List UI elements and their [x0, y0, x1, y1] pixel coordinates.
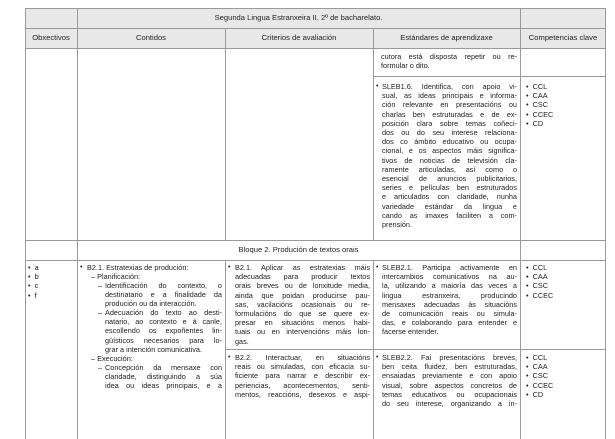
text-line: cutora está disposta repetir ou re- — [381, 52, 517, 61]
text-line: das, e colaborando para entender e — [382, 318, 517, 328]
content-b2-1-heading: B2.1. Estratexias de produción: — [87, 263, 189, 272]
bullet-icon: • — [376, 264, 379, 271]
text-line: prensión. — [382, 220, 413, 230]
text-line: SLEB1.6. Identifica, con apoio vi- — [382, 82, 517, 91]
col-divider — [77, 260, 78, 439]
text-line: intercambios comunicativos na au- — [382, 272, 517, 282]
text-line: CCEC — [532, 109, 554, 119]
text-line: tivos de noticias de televisión cla- — [382, 155, 517, 165]
col-divider — [225, 28, 226, 240]
text-line: f — [34, 290, 37, 300]
content-sub-planificacion — [91, 272, 222, 281]
text-line: lingua estranxeira, producindo — [382, 290, 517, 300]
text-line: – Planificación: — [91, 272, 141, 281]
col-header-competencias: Competencias clave — [528, 33, 598, 42]
text-line: – Execución: — [91, 354, 133, 363]
text-line: Execución: — [97, 354, 133, 363]
text-line: dos co ámbito educativo ou ocupa- — [382, 137, 517, 147]
text-line: CD — [532, 389, 544, 399]
text-line: posición clara sobre temas coñeci- — [382, 118, 517, 128]
content-sub-execucion — [91, 354, 222, 363]
standard-sleb1-6 — [382, 82, 517, 229]
text-line: güísticos necesarios para lo- — [105, 335, 222, 345]
competencia-item: • CSC — [526, 371, 549, 381]
table-title: Segunda Lingua Estranxeira II. 2º de bacharelato. — [214, 13, 383, 22]
col-divider — [77, 8, 78, 240]
text-line: sas, vacilacións ocasionais ou re- — [235, 299, 370, 309]
text-line: Adecuación do texto ao desti- — [105, 308, 222, 317]
text-line: formulacións do que se quere ex- — [235, 309, 370, 319]
text-line: destinatario e a finalidade da — [105, 290, 222, 300]
table-border-right — [605, 8, 606, 439]
col-header-contidos: Contidos — [136, 33, 166, 42]
text-line: produción ou da interacción. — [105, 299, 197, 309]
divider — [25, 48, 606, 49]
standard-sleb2-2 — [382, 353, 517, 408]
competencia-item: • CCL — [526, 263, 548, 272]
bullet-icon: • — [228, 264, 231, 271]
text-line: CSC — [532, 371, 549, 381]
text-line: SLEB2.2. Fai presentacións breves, — [382, 353, 517, 362]
bullet-icon: • — [228, 354, 231, 361]
text-line: temas educativos ou ocupacionais — [382, 389, 517, 399]
competencia-item: • CCEC — [526, 380, 554, 390]
competencia-item: • CSC — [526, 100, 549, 110]
col-divider — [520, 240, 521, 260]
text-line: Concepción da mensaxe con — [105, 363, 222, 372]
text-line: CCL — [532, 353, 548, 362]
bullet-icon: • — [80, 264, 83, 271]
text-line: natario, ao contexto e á canle, — [105, 317, 222, 327]
text-line: tuais ou en intervencións máis lon- — [235, 327, 370, 337]
text-line: CCEC — [532, 380, 554, 390]
obxectivo-item: • c — [28, 281, 39, 291]
text-line: cando as imaxes faciliten a com- — [382, 210, 517, 220]
text-line: presar en situacións menos habi- — [235, 318, 370, 328]
text-line: CCEC — [532, 290, 554, 300]
content-item-adecuacion — [105, 308, 222, 354]
text-line: sual, as ideas principais e informa- — [382, 91, 517, 101]
competencia-item: • CD — [526, 118, 544, 128]
text-line: CCL — [532, 82, 548, 91]
text-line: c — [34, 281, 39, 291]
competencia-item: • CAA — [526, 91, 548, 101]
obxectivo-item: • f — [28, 290, 37, 300]
obxectivo-item: • a — [28, 263, 39, 272]
competencia-item: • CCL — [526, 82, 548, 91]
competencia-item: • CCEC — [526, 109, 554, 119]
content-item-concepcion — [105, 363, 222, 391]
col-header-estandares: Estándares de aprendizaxe — [400, 33, 493, 42]
text-line: ainda que poidan producirse pau- — [235, 290, 370, 300]
text-line: claridade, distinguindo a súa — [105, 372, 222, 382]
text-line: ben ceita fluidez, ben estruturadas, — [382, 362, 517, 372]
text-line: ficiente para narrar e describir ex- — [235, 371, 370, 381]
dash-icon: – — [98, 308, 103, 317]
text-line: ción relevante en presentacións ou — [382, 100, 517, 110]
competencia-item: • CAA — [526, 272, 548, 282]
text-line: la, utilizando a maioría das veces a — [382, 281, 517, 291]
text-line: CAA — [532, 272, 548, 282]
text-line: de comunicación reais ou simula- — [382, 309, 517, 319]
competencias-list-b1 — [526, 82, 604, 128]
divider — [225, 349, 373, 350]
text-line: mensaxes adecuadas ás situacións — [382, 299, 517, 309]
text-line: CCL — [532, 263, 548, 272]
text-line: gas. — [235, 336, 249, 346]
standard-cont-text — [381, 52, 517, 70]
col-divider — [520, 8, 521, 240]
text-line: B2.1. Aplicar as estratexias máis — [235, 263, 370, 272]
text-line: CAA — [532, 91, 548, 101]
text-line: dos ou do seu interese relaciona- — [382, 128, 517, 138]
competencia-item: • CAA — [526, 362, 548, 372]
text-line: visual, sobre aspectos concretos de — [382, 380, 517, 390]
text-line: Identificación do contexto, o — [105, 281, 222, 290]
text-line: periencias, acontecementos, senti- — [235, 380, 370, 390]
text-line: do seu interese, organizando a in- — [382, 399, 517, 409]
obxectivos-list — [28, 263, 74, 300]
obxectivo-item: • b — [28, 272, 39, 282]
table-border-left — [25, 8, 26, 439]
criterio-b2-1 — [235, 263, 370, 346]
text-line: CAA — [532, 362, 548, 372]
criterio-b2-2 — [235, 353, 370, 399]
text-line: mentos, reaccións, desexos e aspi- — [235, 389, 370, 399]
competencias-list-b2-2 — [526, 353, 604, 399]
text-line: charlas ben estruturadas e de ex- — [382, 109, 517, 119]
text-line: b — [34, 272, 39, 282]
text-line: a — [34, 263, 39, 272]
competencias-list-b2-1 — [526, 263, 604, 300]
text-line: facerse entender. — [382, 327, 439, 337]
block2-title: Bloque 2. Produción de textos orais — [238, 245, 359, 254]
competencia-item: • CCEC — [526, 290, 554, 300]
text-line: variedade estándar da lingua e — [382, 201, 517, 211]
text-line: esencial de anuncios publicitarios, — [382, 174, 517, 184]
divider — [25, 240, 606, 241]
standard-sleb2-1 — [382, 263, 517, 337]
competencia-item: • CSC — [526, 281, 549, 291]
col-header-obxectivos: Obxectivos — [32, 33, 70, 42]
text-line: CSC — [532, 281, 549, 291]
text-line: reais ou simuladas, con eficacia su- — [235, 362, 370, 372]
text-line: B2.2. Interactuar, en situacións — [235, 353, 370, 362]
text-line: Planificación: — [97, 272, 141, 281]
text-line: SLEB2.1. Participa activamente en — [382, 263, 517, 272]
col-divider — [373, 28, 374, 240]
text-line: adecuadas para producir textos — [235, 272, 370, 282]
bullet-icon: • — [376, 83, 379, 90]
text-line: e articulados con claridade, nunha — [382, 192, 517, 202]
bullet-icon: • — [376, 354, 379, 361]
divider — [373, 76, 606, 77]
dash-icon: – — [98, 281, 103, 290]
text-line: series e películas ben estruturados — [382, 183, 517, 193]
text-line: CD — [532, 118, 544, 128]
text-line: cional, e os aspectos máis significa- — [382, 146, 517, 156]
text-line: formular o dito. — [381, 61, 430, 71]
competencia-item: • CCL — [526, 353, 548, 362]
curriculum-table — [25, 8, 606, 439]
divider — [373, 349, 606, 350]
text-line: orais breves ou de lonxitude media, — [235, 281, 370, 291]
content-item-identificacion — [105, 281, 222, 309]
text-line: ensaiadas previamente e con apoio — [382, 371, 517, 381]
competencia-item: • CD — [526, 389, 544, 399]
text-line: grar a intención comunicativa. — [105, 344, 202, 354]
col-header-criterios: Criterios de avaliación — [261, 33, 337, 42]
text-line: ramente articuladas, así como o — [382, 164, 517, 174]
text-line: CSC — [532, 100, 549, 110]
divider — [25, 260, 606, 261]
text-line: escollendo os expoñentes lin- — [105, 326, 222, 336]
text-line: idea ou ideas principais, e a — [105, 381, 222, 391]
dash-icon: – — [98, 363, 103, 372]
